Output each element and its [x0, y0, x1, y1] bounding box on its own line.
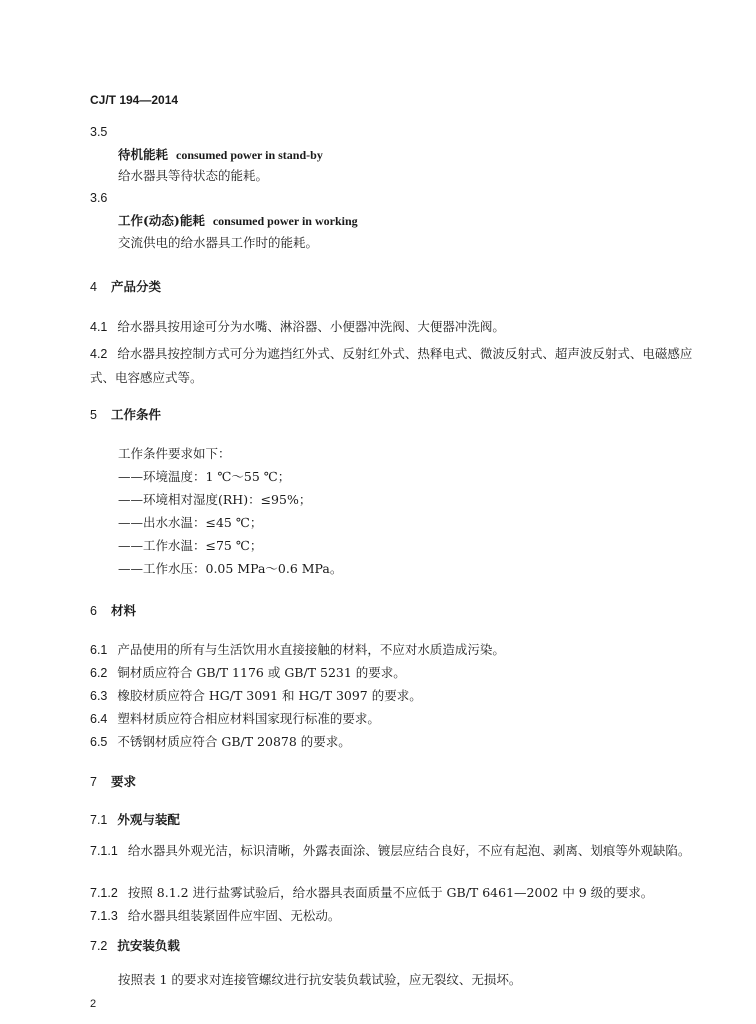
term-title-en: consumed power in working: [212, 214, 358, 228]
subsection-heading: [90, 938, 696, 954]
clause-number: 7.1.3: [90, 909, 118, 923]
clause-number: 4.2: [90, 347, 108, 361]
clause-number: 7.1.1: [90, 844, 118, 858]
section-title: 材料: [110, 603, 136, 618]
clause: [90, 885, 696, 901]
clause-text: 铜材质应符合 GB/T 1176 或 GB/T 5231 的要求。: [117, 665, 406, 680]
section-heading: [90, 279, 696, 295]
clause: [90, 319, 696, 335]
subsection-number: 7.2: [90, 939, 108, 953]
section-number: 7: [90, 775, 97, 789]
term-title: [118, 213, 696, 229]
clause-number: 6.5: [90, 735, 108, 749]
clause: [90, 342, 696, 390]
subsection-title: 抗安装负载: [117, 938, 180, 953]
section-title: 要求: [110, 774, 136, 789]
section-number: 6: [90, 604, 97, 618]
clause-text: 给水器具按控制方式可分为遮挡红外式、反射红外式、热释电式、微波反射式、超声波反射式、电磁感应式、电容感应式等。: [90, 346, 693, 385]
term-title-en: consumed power in stand-by: [176, 148, 323, 162]
condition-item: ——工作水温：≤75 ℃；: [118, 538, 263, 553]
condition-item: ——环境温度：1 ℃～55 ℃；: [118, 469, 291, 484]
section-heading: [90, 603, 696, 619]
clause-number: 6.2: [90, 666, 108, 680]
section-heading: [90, 407, 696, 423]
clause-text: 产品使用的所有与生活饮用水直接接触的材料，不应对水质造成污染。: [117, 642, 505, 657]
clause: [90, 908, 696, 924]
section-title: 工作条件: [110, 407, 161, 422]
standard-code: CJ/T 194—2014: [90, 93, 179, 107]
clause-text: 塑料材质应符合相应材料国家现行标准的要求。: [117, 711, 380, 726]
clause-number: 6.1: [90, 643, 108, 657]
clause: [90, 665, 696, 681]
term-number: 3.6: [90, 191, 108, 205]
clause-number: 6.4: [90, 712, 108, 726]
term-definition: 给水器具等待状态的能耗。: [118, 168, 269, 183]
clause-text: 给水器具按用途可分为水嘴、淋浴器、小便器冲洗阀、大便器冲洗阀。: [117, 319, 505, 334]
conditions-intro: 工作条件要求如下：: [118, 446, 231, 461]
clause-text: 按照 8.1.2 进行盐雾试验后，给水器具表面质量不应低于 GB/T 6461—2002 中 9 级的要求。: [127, 885, 654, 900]
condition-item: ——出水水温：≤45 ℃；: [118, 515, 263, 530]
term-title: [118, 147, 696, 163]
section-title: 产品分类: [110, 279, 161, 294]
subsection-number: 7.1: [90, 813, 108, 827]
clause: [90, 642, 696, 658]
subsection-heading: [90, 812, 696, 828]
page-number: 2: [90, 998, 97, 1010]
clause-text: 不锈钢材质应符合 GB/T 20878 的要求。: [117, 734, 351, 749]
clause-number: 7.1.2: [90, 886, 118, 900]
term-title-zh: 待机能耗: [118, 147, 169, 162]
subsection-title: 外观与装配: [117, 812, 180, 827]
clause: [90, 688, 696, 704]
term-title-zh: 工作(动态)能耗: [118, 213, 205, 228]
clause-number: 6.3: [90, 689, 108, 703]
condition-item: ——工作水压：0.05 MPa～0.6 MPa。: [118, 561, 343, 576]
section-number: 5: [90, 408, 97, 422]
clause-text: 橡胶材质应符合 HG/T 3091 和 HG/T 3097 的要求。: [117, 688, 422, 703]
clause-text: 给水器具外观光洁，标识清晰，外露表面涂、镀层应结合良好，不应有起泡、剥离、划痕等外观缺陷。: [127, 843, 691, 858]
condition-item: ——环境相对湿度(RH)：≤95%；: [118, 492, 312, 507]
section-number: 4: [90, 280, 97, 294]
term-definition: 交流供电的给水器具工作时的能耗。: [118, 235, 319, 250]
clause-number: 4.1: [90, 320, 108, 334]
clause: [90, 711, 696, 727]
clause: [90, 734, 696, 750]
section-heading: [90, 774, 696, 790]
paragraph: 按照表 1 的要求对连接管螺纹进行抗安装负载试验，应无裂纹、无损坏。: [118, 972, 522, 987]
clause-text: 给水器具组装紧固件应牢固、无松动。: [127, 908, 341, 923]
term-number: 3.5: [90, 125, 108, 139]
clause: [90, 839, 696, 863]
